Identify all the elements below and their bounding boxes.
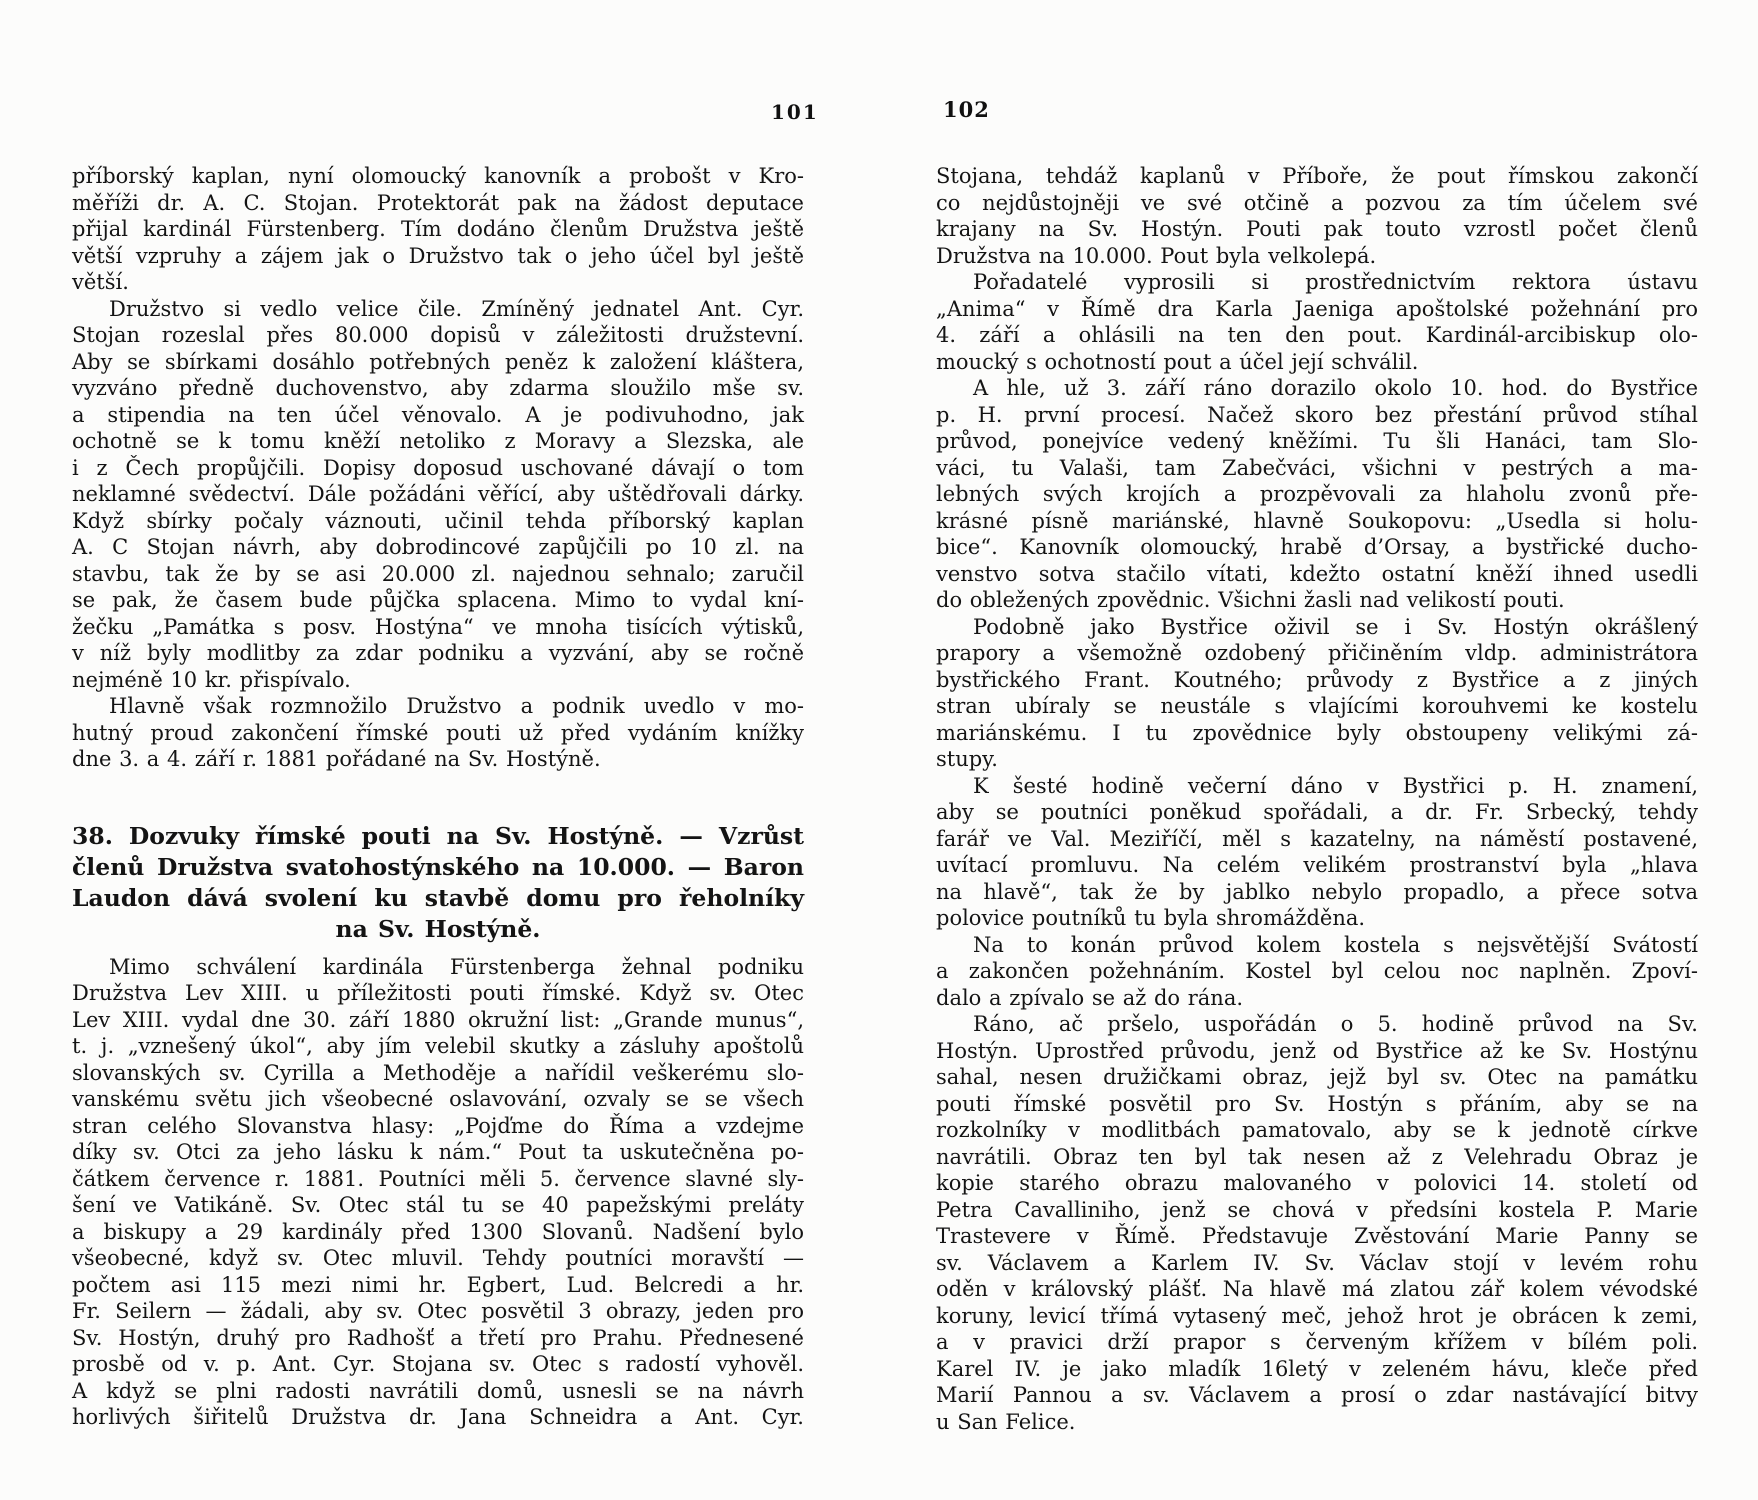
section-heading: [72, 821, 804, 945]
text-line: díky sv. Otci za jeho lásku k nám.“ Pout ta uskutečněna po-: [72, 1140, 804, 1164]
paragraph: [72, 954, 804, 1431]
page-number-right: 102: [943, 97, 990, 122]
text-line: Družstvo si vedlo velice čile. Zmíněný jednatel Ant. Cyr.: [109, 296, 804, 321]
text-line: p. H. první procesí. Načež skoro bez přestání průvod stíhal: [936, 402, 1698, 427]
text-line: krajany na Sv. Hostýn. Pouti pak touto vzrostl počet členů: [936, 217, 1698, 241]
text-column-page-102: [936, 163, 1698, 1435]
text-line: Stojan rozeslal přes 80.000 dopisů v záležitosti družstevní.: [72, 323, 804, 347]
text-line: a zakončen požehnáním. Kostel byl celou noc naplněn. Zpoví-: [936, 959, 1698, 983]
text-line: průvod, ponejvíce vedený kněžími. Tu šli Hanáci, tam Slo-: [936, 429, 1698, 453]
text-line: Na to konán průvod kolem kostela s nejsvětější Svátostí: [973, 932, 1698, 957]
text-line: Ráno, ač pršelo, uspořádán o 5. hodině průvod na Sv.: [973, 1012, 1698, 1036]
text-line: kopie starého obrazu malovaného v polovici 14. století od: [936, 1171, 1698, 1195]
text-line: na Sv. Hostýně.: [335, 914, 541, 943]
text-line: pouti římské posvětil pro Sv. Hostýn s přáním, aby se na: [936, 1091, 1698, 1116]
text-line: krásné písně mariánské, hlavně Soukopovu: „Usedla si holu-: [936, 508, 1698, 533]
text-line: stran celého Slovanstva hlasy: „Pojďme do Říma a vzdejme: [72, 1113, 804, 1138]
paragraph: [936, 375, 1698, 614]
text-line: stavbu, tak že by se asi 20.000 zl. najednou sehnalo; zaručil: [72, 561, 804, 586]
text-line: žečku „Památka s posv. Hostýna“ ve mnoha tisících výtisků,: [72, 614, 804, 639]
text-line: a stipendia na ten účel věnovalo. A je podivuhodno, jak: [72, 402, 804, 427]
text-line: Hlavně však rozmnožilo Družstvo a podnik uvedlo v mo-: [109, 694, 804, 718]
text-line: hutný proud zakončení římské pouti už před vydáním knížky: [72, 720, 804, 745]
text-line: příborský kaplan, nyní olomoucký kanovník a probošt v Kro-: [72, 164, 804, 188]
paragraph: [936, 269, 1698, 375]
text-column-page-101: [72, 163, 804, 1431]
text-line: mariánskému. I tu zpovědnice byly obstoupeny velikými zá-: [936, 720, 1698, 745]
text-line: Mimo schválení kardinála Fürstenberga žehnal podniku: [109, 954, 804, 979]
text-line: oděn v královský plášť. Na hlavě má zlatou zář kolem vévodské: [936, 1277, 1698, 1301]
paragraph: [936, 932, 1698, 1012]
text-line: dalo a zpívalo se až do rána.: [936, 985, 1244, 1010]
text-line: Družstva na 10.000. Pout byla velkolepá.: [936, 243, 1377, 268]
text-line: dne 3. a 4. září r. 1881 pořádané na Sv. Hostýně.: [72, 747, 601, 771]
text-line: Petra Cavalliniho, jenž se chová v předsíni kostela P. Marie: [936, 1197, 1698, 1222]
text-line: se pak, že časem bude půjčka splacena. Mimo to vydal kní-: [72, 588, 804, 612]
text-line: Karel IV. je jako mladík 16letý v zeleném hávu, kleče před: [936, 1356, 1698, 1381]
text-line: „Anima“ v Římě dra Karla Jaeniga apoštolské požehnání pro: [936, 296, 1698, 321]
text-line: Trastevere v Římě. Představuje Zvěstování Marie Panny se: [936, 1224, 1698, 1248]
text-line: 4. září a ohlásili na ten den pout. Kardinál-arcibiskup olo-: [936, 323, 1698, 347]
text-line: co nejdůstojněji ve své otčině a pozvou za tím účelem své: [936, 190, 1698, 215]
text-line: všeobecné, když sv. Otec mluvil. Tehdy poutníci moravští —: [72, 1246, 804, 1270]
paragraph: [936, 1011, 1698, 1435]
text-line: venstvo sotva stačilo vítati, kdežto ostatní kněží ihned usedli: [936, 561, 1698, 586]
text-line: horlivých šiřitelů Družstva dr. Jana Schneidra a Ant. Cyr.: [72, 1405, 804, 1429]
text-line: A. C Stojan návrh, aby dobrodincové zapůjčili po 10 zl. na: [72, 535, 804, 559]
text-line: ochotně se k tomu kněží netoliko z Moravy a Slezska, ale: [72, 429, 804, 453]
text-line: navrátili. Obraz ten byl tak nesen až z Velehradu Obraz je: [936, 1144, 1698, 1169]
text-line: lebných svých krojích a prozpěvovali za hlaholu zvonů pře-: [936, 482, 1698, 506]
text-line: Sv. Hostýn, druhý pro Radhošť a třetí pro Prahu. Přednesené: [72, 1325, 804, 1350]
text-line: i z Čech propůjčili. Dopisy doposud uschované dávají o tom: [72, 455, 804, 480]
text-line: váci, tu Valaši, tam Zabečváci, všichni v pestrých a ma-: [936, 455, 1698, 480]
text-line: vyzváno předně duchovenstvo, aby zdarma sloužilo mše sv.: [72, 376, 804, 400]
text-line: rozkolníky v modlitbách pamatovalo, aby se k jednotě církve: [936, 1118, 1698, 1142]
text-line: bice“. Kanovník olomoucký, hrabě d’Orsay, a bystřické ducho-: [936, 535, 1698, 559]
text-line: členů Družstva svatohostýnského na 10.000. — Baron: [72, 852, 804, 881]
text-line: stupy.: [936, 747, 998, 771]
text-line: a v pravici drží prapor s červeným křížem v bílém poli.: [936, 1330, 1698, 1354]
text-line: Podobně jako Bystřice oživil se i Sv. Hostýn okrášlený: [973, 614, 1698, 639]
text-line: farář ve Val. Meziříčí, měl s kazatelny, na náměstí postavené,: [936, 826, 1698, 851]
text-line: Hostýn. Uprostřed průvodu, jenž od Bystřice až ke Sv. Hostýnu: [936, 1038, 1698, 1063]
text-line: čátkem července r. 1881. Poutníci měli 5. července slavné sly-: [72, 1166, 804, 1191]
text-line: slovanských sv. Cyrilla a Methoděje a nařídil veškerému slo-: [72, 1060, 804, 1085]
paragraph: [72, 163, 804, 296]
text-line: polovice poutníků tu byla shromážděna.: [936, 906, 1366, 930]
text-line: bystřického Frant. Koutného; průvody z Bystřice a z jiných: [936, 667, 1698, 692]
paragraph: [936, 614, 1698, 773]
text-line: aby se poutníci poněkud spořádali, a dr. Fr. Srbecký, tehdy: [936, 800, 1698, 824]
text-line: přijal kardinál Fürstenberg. Tím dodáno členům Družstva ještě: [72, 217, 804, 241]
text-line: prosbě od v. p. Ant. Cyr. Stojana sv. Otec s radostí vyhověl.: [72, 1352, 804, 1376]
paragraph: [936, 773, 1698, 932]
text-line: větší.: [72, 270, 129, 294]
text-line: Marií Pannou a sv. Václavem a prosí o zdar nastávající bitvy: [936, 1383, 1698, 1407]
text-line: Lev XIII. vydal dne 30. září 1880 okružní list: „Grande munus“,: [72, 1007, 804, 1032]
text-line: a biskupy a 29 kardinály před 1300 Slovanů. Nadšení bylo: [72, 1219, 804, 1244]
text-line: nejméně 10 kr. přispívalo.: [72, 667, 351, 692]
text-line: sv. Václavem a Karlem IV. Sv. Václav stojí v levém rohu: [936, 1250, 1698, 1275]
text-line: počtem asi 115 mezi nimi hr. Egbert, Lud. Belcredi a hr.: [72, 1272, 804, 1297]
paragraph: [72, 296, 804, 694]
text-line: Stojana, tehdáž kaplanů v Příboře, že pout římskou zakončí: [936, 164, 1698, 188]
text-line: do obležených zpovědnic. Všichni žasli nad velikostí pouti.: [936, 588, 1565, 612]
text-line: Fr. Seilern — žádali, aby sv. Otec posvětil 3 obrazy, jeden pro: [72, 1299, 804, 1323]
text-line: neklamné svědectví. Dále požádáni věřící, aby uštědřovali dárky.: [72, 482, 804, 506]
text-line: K šesté hodině večerní dáno v Bystřici p. H. znamení,: [973, 773, 1698, 798]
text-line: Když sbírky počaly váznouti, učinil tehda příborský kaplan: [72, 508, 804, 533]
text-line: Pořadatelé vyprosili si prostřednictvím rektora ústavu: [973, 270, 1698, 294]
text-line: koruny, levicí třímá vytasený meč, jehož hrot je obrácen k zemi,: [936, 1303, 1698, 1328]
text-line: Družstva Lev XIII. u příležitosti pouti římské. Když sv. Otec: [72, 981, 804, 1005]
text-line: sahal, nesen družičkami obraz, jejž byl sv. Otec na památku: [936, 1065, 1698, 1089]
text-line: prapory a všemožně ozdobený přičiněním vldp. administrátora: [936, 641, 1698, 665]
text-line: 38. Dozvuky římské pouti na Sv. Hostýně. — Vzrůst: [72, 821, 804, 850]
text-line: u San Felice.: [936, 1409, 1076, 1434]
text-line: větší vzpruhy a zájem jak o Družstvo tak o jeho účel byl ještě: [72, 243, 804, 268]
text-line: A hle, už 3. září ráno dorazilo okolo 10. hod. do Bystřice: [973, 376, 1698, 400]
text-line: šení ve Vatikáně. Sv. Otec stál tu se 40 papežskými preláty: [72, 1193, 804, 1217]
text-line: Aby se sbírkami dosáhlo potřebných peněz k založení kláštera,: [72, 349, 804, 374]
paragraph: [72, 693, 804, 773]
text-line: v níž byly modlitby za zdar podniku a vyzvání, aby se ročně: [72, 641, 804, 665]
text-line: na hlavě“, tak že by jablko nebylo propadlo, a přece sotva: [936, 879, 1698, 904]
page-number-left: 101: [771, 100, 819, 124]
text-line: A když se plni radosti navrátili domů, usnesli se na návrh: [72, 1378, 804, 1403]
text-line: t. j. „vznešený úkol“, aby jím velebil skutky a zásluhy apoštolů: [72, 1034, 804, 1058]
text-line: uvítací promluvu. Na celém velikém prostranství byla „hlava: [936, 853, 1698, 877]
paragraph: [936, 163, 1698, 269]
text-line: vanskému světu jich všeobecné oslavování, ozvaly se se všech: [72, 1087, 804, 1111]
text-line: měříži dr. A. C. Stojan. Protektorát pak na žádost deputace: [72, 190, 804, 215]
text-line: stran ubíraly se neustále s vlajícími korouhvemi ke kostelu: [936, 694, 1698, 718]
text-line: Laudon dává svolení ku stavbě domu pro řeholníky: [72, 883, 804, 912]
text-line: moucký s ochotností pout a účel její schválil.: [936, 349, 1419, 374]
